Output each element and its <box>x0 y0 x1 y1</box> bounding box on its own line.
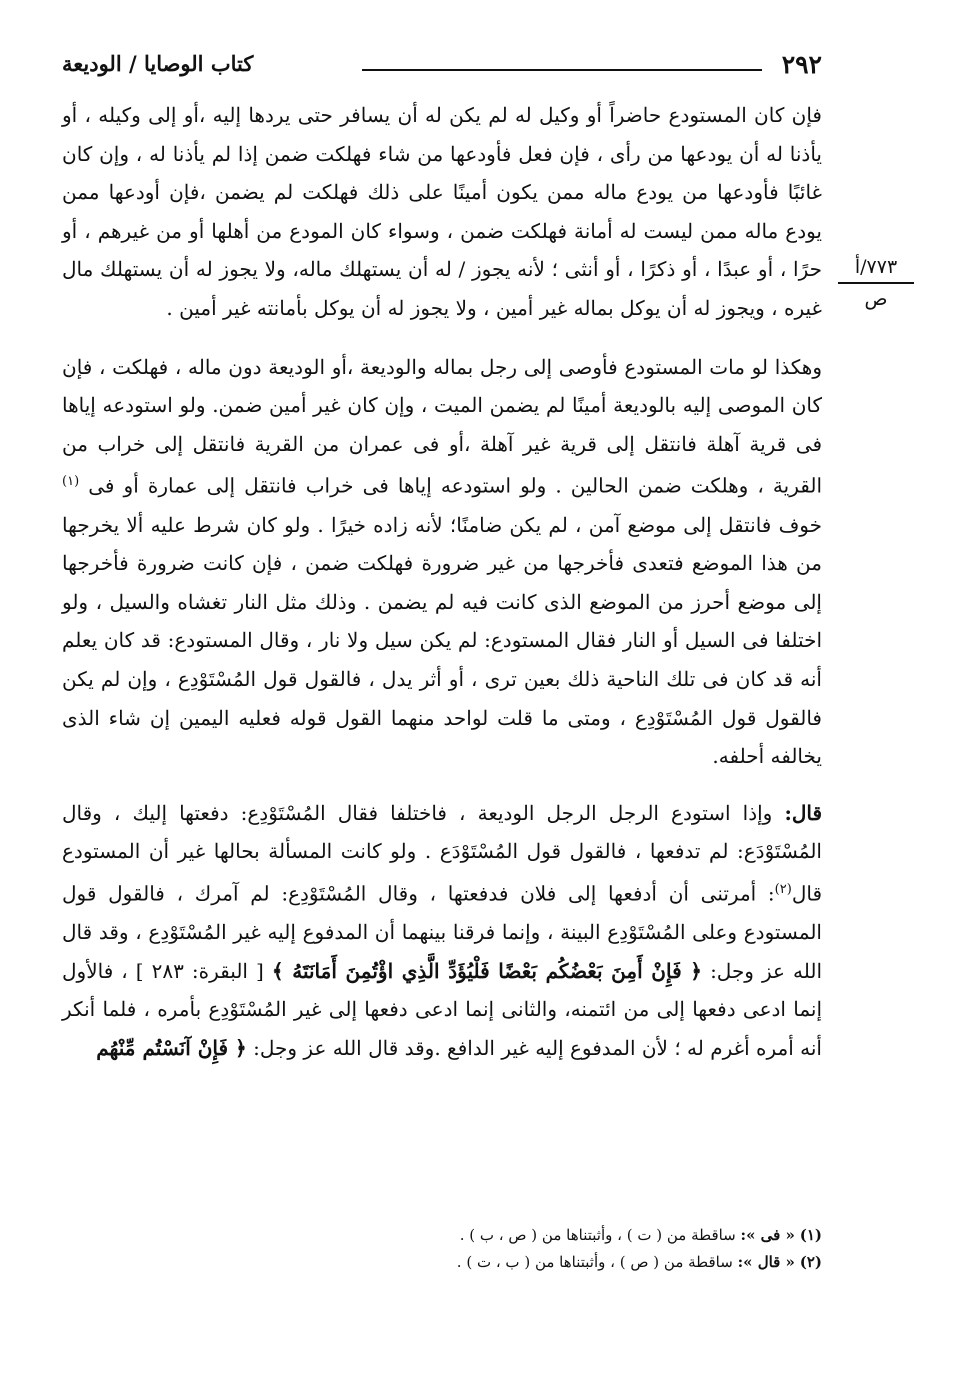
header-rule <box>362 69 762 71</box>
footnote-1-text: ساقطة من ( ت ) ، وأثبتناها من ( ص ، ب ) . <box>459 1226 736 1244</box>
main-text <box>62 96 822 1068</box>
footnote-marker-1[interactable]: (١) <box>62 474 80 490</box>
footnote-1-key: « فى »: <box>740 1226 795 1244</box>
footnote-1 <box>300 1222 822 1249</box>
paragraph-1 <box>62 96 822 328</box>
paragraph-3-text-c: ، فالأول إنما ادعى دفعها إلى من ائتمنه، والثانى إنما ادعى دفعها إلى غير المُسْتَوْدِع بأمره ، فلما أنكر أنه أمره أغرم له ؛ لأن المدفوع إليه غير الدافع .وقد قال الله عز وجل: <box>62 958 822 1060</box>
running-title: كتاب الوصايا / الوديعة <box>62 51 254 76</box>
quran-verse-2: ﴿ فَإِنْ آنَسْتُم مِّنْهُم <box>96 1035 247 1060</box>
folio-reference: ٧٧٣/أ <box>838 256 914 284</box>
manuscript-folio-note <box>838 256 914 310</box>
footnote-2 <box>300 1249 822 1276</box>
page-number: ٢٩٢ <box>781 50 822 79</box>
paragraph-2-text-a: وهكذا لو مات المستودع فأوصى إلى رجل بماله والوديعة ،أو الوديعة دون ماله ، فهلكت ، فإن كان الموصى إليه بالوديعة أمينًا لم يضمن الميت ، وإن كان غير أمين ضمن. ولو استودعه إياها فى قرية آهلة فانتقل إلى قرية غير آهلة ،أو فى عمران من القرية فانتقل إلى خراب من القرية ، وهلكت ضمن الحالين . ولو استودعه إياها فى خراب فانتقل إلى عمارة أو فى <box>62 354 822 498</box>
paragraph-2 <box>62 348 822 776</box>
footnote-marker-2[interactable]: (٢) <box>774 881 792 897</box>
paragraph-1-text: فإن كان المستودع حاضراً أو وكيل له لم يكن له أن يسافر حتى يردها إليه ،أو إلى وكيله ، أو يأذنا له أن يودعها من رأى ، فإن فعل فأودعها من شاء فهلكت ضمن إذا لم يأذنا له ، وإن كان غائبًا فأودعها من يودع ماله ممن يكون أمينًا على ذلك فهلكت لم يضمن ،فإن أودعها ممن يودع ماله ممن ليست له أمانة فهلكت ضمن ، وسواء كان المودع من أهلها أو من غيرهم ، أو حرًا ، أو عبدًا ، أو ذكرًا ، أو أنثى ؛ لأنه يجوز / له أن يستهلك ماله، ولا يجوز له أن يستهلك مال غيره ، ويجوز له أن يوكل بماله غير أمين ، ولا يجوز له أن يوكل بأمانته غير أمين . <box>62 103 822 320</box>
paragraph-3-text-a: وإذا استودع الرجل الرجل الوديعة ، فاختلفا فقال المُسْتَوْدِع: دفعتها إليك ، وقال المُسْتَوْدَع: لم تدفعها ، فالقول قول المُسْتَوْدَع . ولو كانت المسألة بحالها غير أن المستودع قال <box>62 800 822 906</box>
quran-verse-1: ﴿ فَإِنْ أَمِنَ بَعْضُكُم بَعْضًا فَلْيُؤَدِّ الَّذِي اؤْتُمِنَ أَمَانَتَهُ ﴾ <box>271 958 703 983</box>
paragraph-3-text-b: : أمرتنى أن أدفعها إلى فلان فدفعتها ، وقال المُسْتَوْدِع: لم آمرك ، فالقول قول المستودع وعلى المُسْتَوْدِع البينة ، وإنما فرقنا بينهما أن المدفوع إليه غير المُسْتَوْدِع ، وقد قال الله عز وجل: <box>62 881 823 983</box>
footnote-2-text: ساقطة من ( ص ) ، وأثبتناها من ( ب ، ت ) . <box>456 1253 733 1271</box>
page-header <box>62 50 822 88</box>
paragraph-2-text-b: خوف فانتقل إلى موضع آمن ، لم يكن ضامنًا؛ لأنه زاده خيرًا . ولو كان شرط عليه ألا يخرجها من هذا الموضع فتعدى فأخرجها من غير ضرورة فهلكت ضمن ، فإن كانت ضرورة فأخرجها إلى موضع أحرز من الموضع الذى كانت فيه لم يضمن . وذلك مثل النار تغشاه والسيل ، ولو اختلفا فى السيل أو النار فقال المستودع: لم يكن سيل ولا نار ، وقال المستودع: قد كان يعلم أنه قد كان فى تلك الناحية ذلك بعين ترى ، أو أثر يدل ، فالقول قول المُسْتَوْدِع ، وإن لم يكن فالقول قول المُسْتَوْدِع ، ومتى ما قلت لواحد منهما القول قوله فعليه اليمين إن شاء الذى يخالفه أحلفه. <box>62 512 822 769</box>
footnote-1-number: (١) <box>799 1226 822 1244</box>
folio-source: ص <box>864 288 888 310</box>
footnote-2-key: « قال »: <box>737 1253 795 1271</box>
paragraph-3 <box>62 794 822 1068</box>
paragraph-3-lead: قال: <box>784 800 823 825</box>
verse-1-reference: [ البقرة: ٢٨٣ ] <box>135 958 264 983</box>
footnotes <box>300 1222 822 1276</box>
footnote-2-number: (٢) <box>799 1253 822 1271</box>
